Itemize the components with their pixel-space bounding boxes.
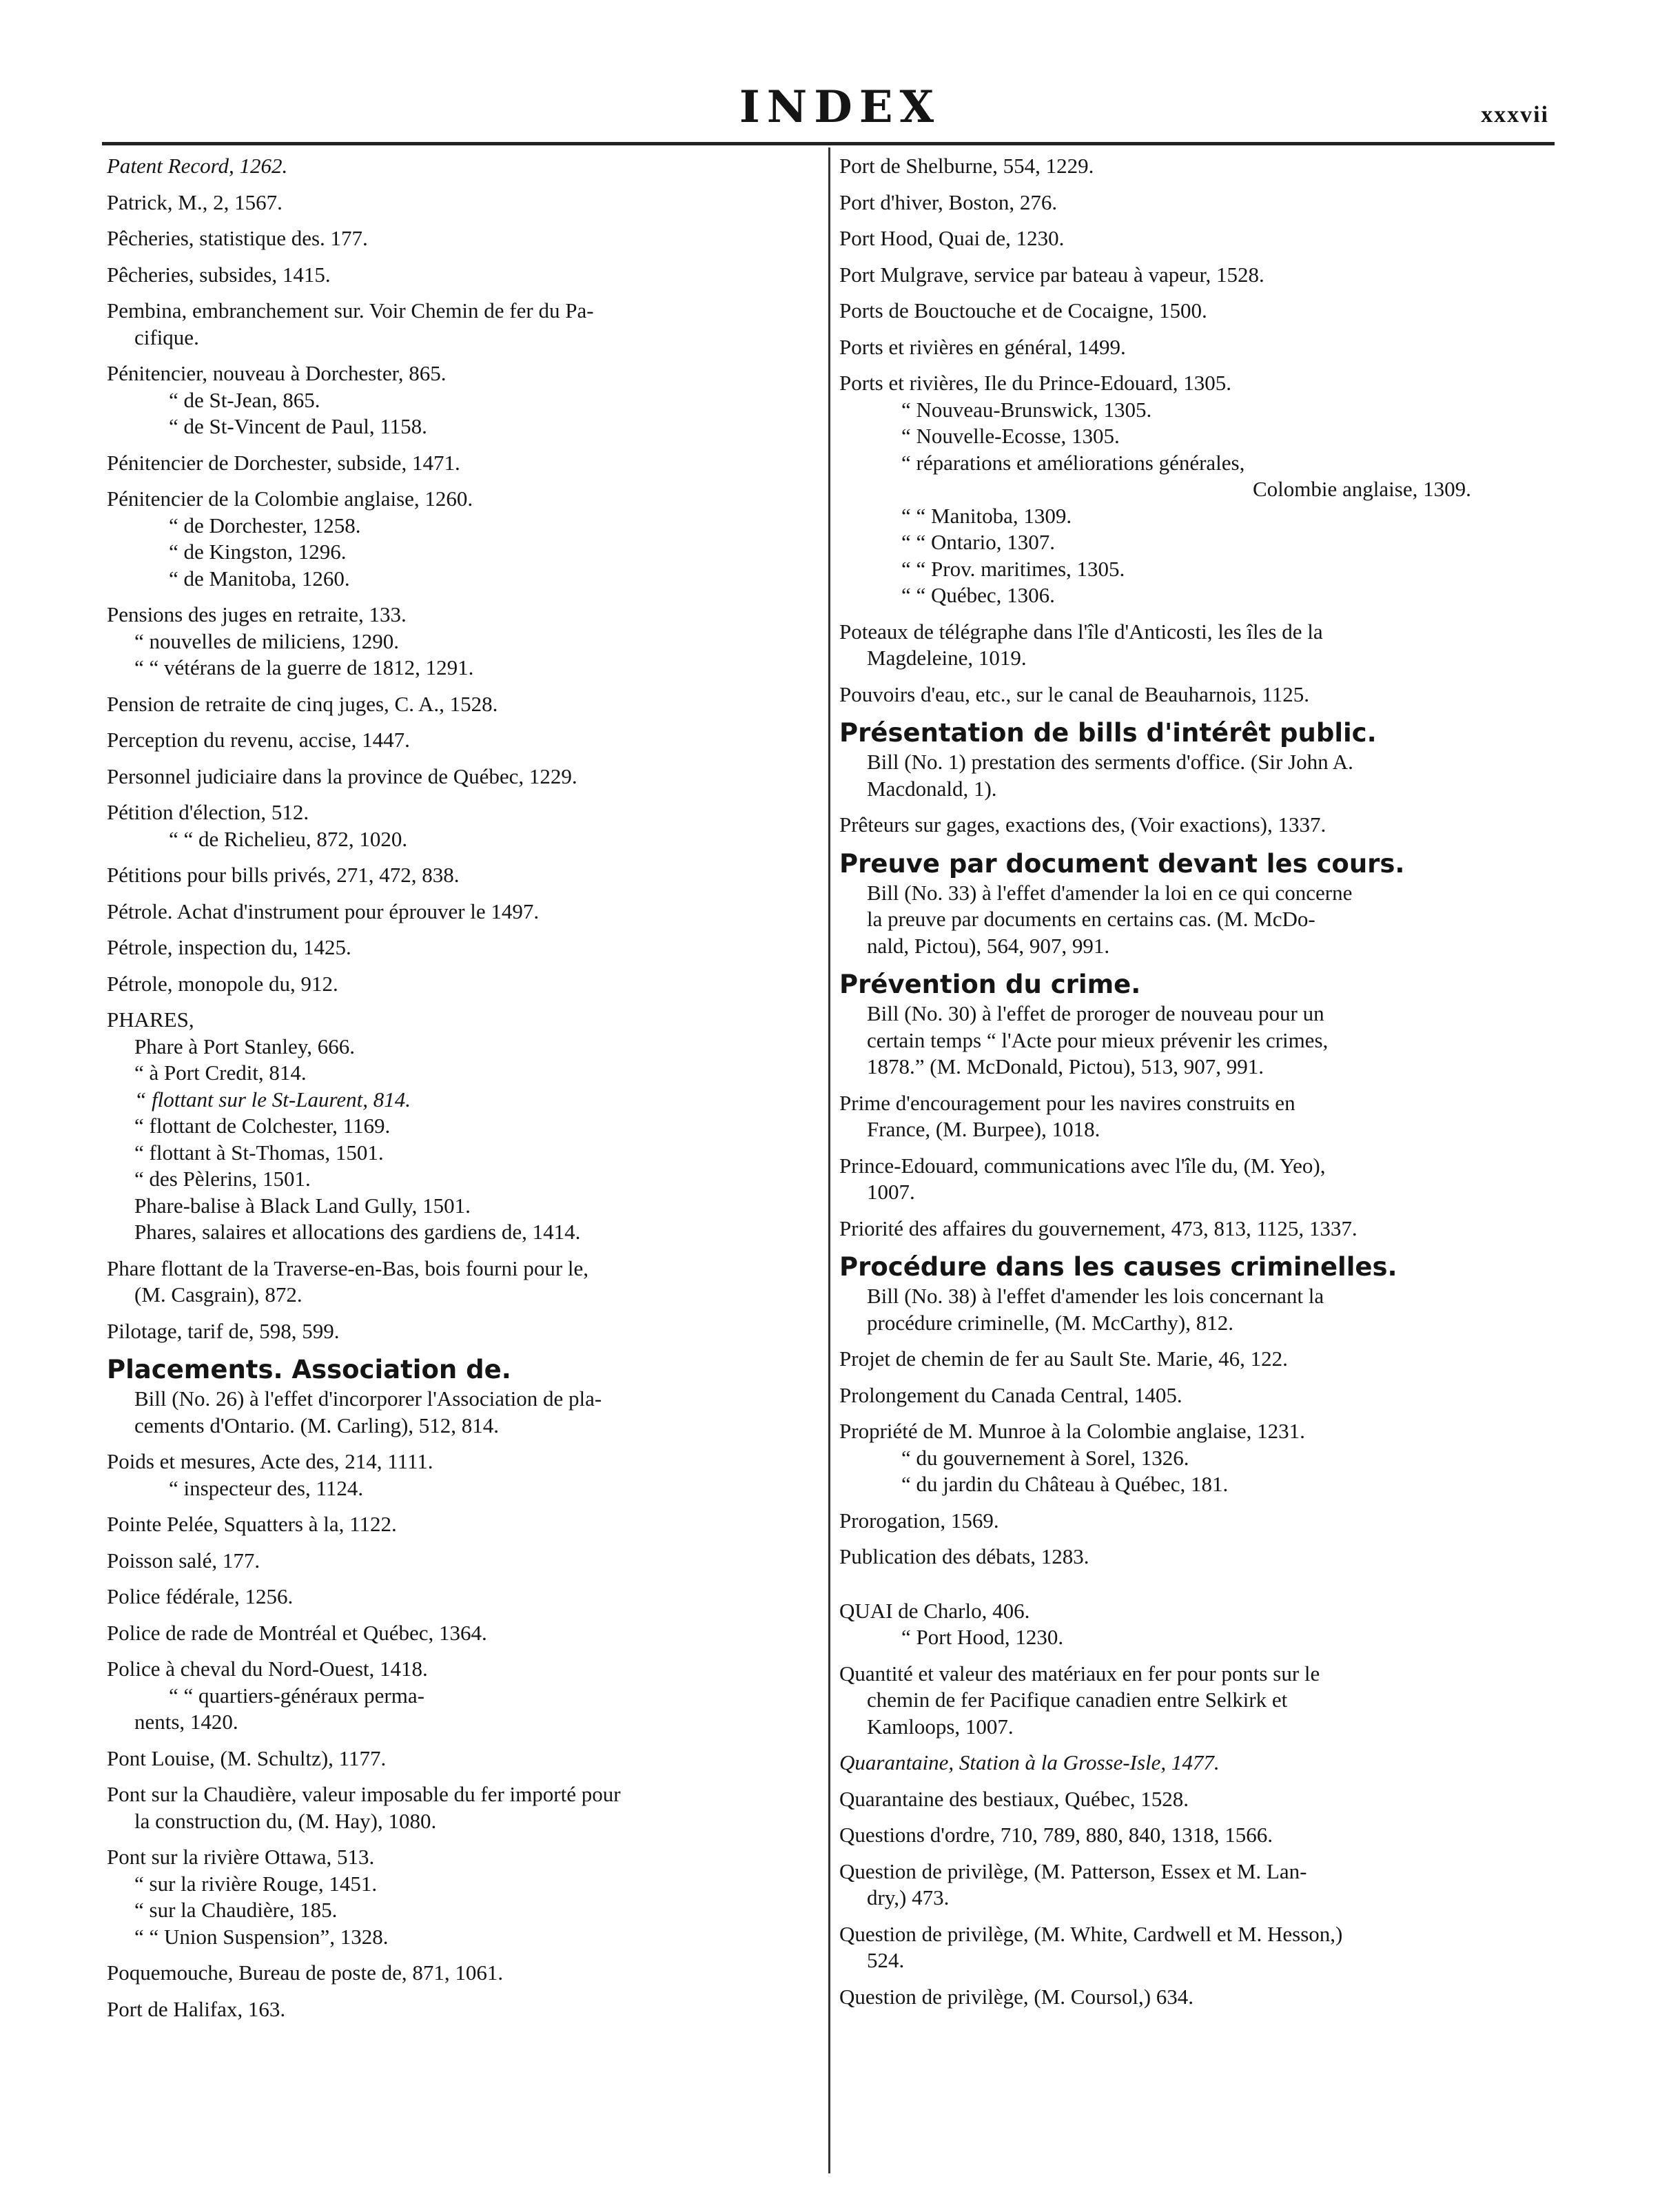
entry-line: chemin de fer Pacifique canadien entre Selkirk et	[867, 1688, 1288, 1712]
index-entry	[839, 1508, 1553, 1535]
index-entry	[107, 934, 823, 961]
entry-line: Pont sur la Chaudière, valeur imposable du fer importé pour	[107, 1782, 621, 1806]
index-entry	[107, 602, 823, 682]
index-entry	[839, 1984, 1553, 2011]
index-entry	[107, 1007, 823, 1246]
index-entry	[839, 717, 1553, 802]
index-entry	[839, 1661, 1553, 1741]
entry-line: 1007.	[867, 1180, 915, 1204]
entry-line: Bill (No. 1) prestation des serments d'office. (Sir John A.	[867, 750, 1353, 774]
entry-line: “ “ Ontario, 1307.	[901, 530, 1055, 554]
index-entry	[839, 1921, 1553, 1974]
index-entry	[107, 262, 823, 289]
index-entry	[839, 1822, 1553, 1849]
entry-line: Pilotage, tarif de, 598, 599.	[107, 1318, 340, 1343]
entry-line: 524.	[867, 1948, 905, 1972]
index-entry	[107, 799, 823, 852]
section-heading: Placements. Association de.	[107, 1355, 511, 1384]
index-entry	[107, 1448, 823, 1502]
entry-line: “ Port Hood, 1230.	[901, 1625, 1064, 1649]
index-entry	[107, 1620, 823, 1647]
entry-line: Phare-balise à Black Land Gully, 1501.	[134, 1193, 471, 1218]
entry-line: Pembina, embranchement sur. Voir Chemin de fer du Pa-	[107, 298, 594, 322]
entry-line: Publication des débats, 1283.	[839, 1544, 1089, 1568]
entry-line: “ “ de Richelieu, 872, 1020.	[169, 826, 408, 851]
index-entry	[107, 764, 823, 790]
section-heading: Présentation de bills d'intérêt public.	[839, 718, 1377, 748]
index-entry	[107, 1960, 823, 1987]
entry-line: Pointe Pelée, Squatters à la, 1122.	[107, 1512, 397, 1536]
entry-line: Magdeleine, 1019.	[867, 646, 1027, 670]
entry-line: Prorogation, 1569.	[839, 1508, 999, 1533]
entry-line: Bill (No. 30) à l'effet de proroger de nouveau pour un	[867, 1001, 1324, 1025]
page-number: xxxvii	[1481, 102, 1549, 127]
entry-line: Pétrole, monopole du, 912.	[107, 971, 338, 996]
index-entry	[107, 1584, 823, 1610]
index-entry	[107, 862, 823, 889]
entry-line: Bill (No. 33) à l'effet d'amender la loi en ce qui concerne	[867, 880, 1353, 905]
index-entry	[107, 153, 823, 180]
index-entry	[839, 1382, 1553, 1409]
index-entry	[839, 1598, 1553, 1651]
entry-line: Phare à Port Stanley, 666.	[134, 1034, 355, 1058]
entry-line: Projet de chemin de fer au Sault Ste. Marie, 46, 122.	[839, 1346, 1288, 1371]
entry-line: Pêcheries, statistique des. 177.	[107, 226, 368, 250]
index-entry	[839, 370, 1553, 609]
section-heading: Procédure dans les causes criminelles.	[839, 1252, 1397, 1282]
entry-line: Pénitencier de Dorchester, subside, 1471.	[107, 450, 460, 475]
entry-line: Bill (No. 26) à l'effet d'incorporer l'Association de pla-	[134, 1386, 602, 1411]
entry-line: Poisson salé, 177.	[107, 1548, 260, 1573]
index-entry	[839, 262, 1553, 289]
entry-line: certain temps “ l'Acte pour mieux prévenir les crimes,	[867, 1027, 1329, 1052]
entry-line: Perception du revenu, accise, 1447.	[107, 728, 410, 752]
right-column	[839, 153, 1553, 2020]
index-entry	[839, 153, 1553, 180]
entry-line: Port d'hiver, Boston, 276.	[839, 190, 1058, 214]
entry-line: (M. Casgrain), 872.	[134, 1282, 303, 1307]
entry-line: Poquemouche, Bureau de poste de, 871, 1061.	[107, 1960, 504, 1985]
entry-line: “ inspecteur des, 1124.	[169, 1475, 364, 1500]
index-entry	[107, 899, 823, 925]
entry-line: Patrick, M., 2, 1567.	[107, 190, 283, 214]
entry-line: Macdonald, 1).	[867, 776, 997, 801]
index-entry	[839, 812, 1553, 839]
column-divider	[828, 147, 830, 2173]
index-entry	[839, 1544, 1553, 1570]
entry-line: “ nouvelles de miliciens, 1290.	[134, 628, 399, 653]
entry-line: QUAI de Charlo, 406.	[839, 1598, 1030, 1623]
entry-line: “ “ Prov. maritimes, 1305.	[901, 556, 1125, 581]
index-entry	[839, 1153, 1553, 1206]
entry-line: “ “ Union Suspension”, 1328.	[134, 1924, 389, 1949]
entry-line: Questions d'ordre, 710, 789, 880, 840, 1318, 1566.	[839, 1823, 1273, 1847]
index-entry	[839, 334, 1553, 361]
entry-line: Prolongement du Canada Central, 1405.	[839, 1382, 1182, 1407]
index-entry	[107, 1844, 823, 1950]
entry-line: Patent Record, 1262.	[107, 154, 288, 178]
index-entry	[839, 1251, 1553, 1336]
entry-line: Question de privilège, (M. Patterson, Essex et M. Lan-	[839, 1858, 1307, 1883]
index-entry	[839, 1786, 1553, 1813]
index-entry	[839, 969, 1553, 1081]
entry-line: cements d'Ontario. (M. Carling), 512, 814.	[134, 1413, 500, 1437]
entry-line: Quarantaine, Station à la Grosse-Isle, 1477.	[839, 1750, 1220, 1774]
entry-line: Prince-Edouard, communications avec l'île du, (M. Yeo),	[839, 1153, 1326, 1178]
entry-line: “ flottant à St-Thomas, 1501.	[134, 1140, 384, 1165]
entry-line: Personnel judiciaire dans la province de Québec, 1229.	[107, 764, 577, 788]
entry-line: Pêcheries, subsides, 1415.	[107, 262, 331, 287]
entry-line: “ à Port Credit, 814.	[134, 1061, 307, 1085]
index-entry	[107, 486, 823, 592]
index-entry	[839, 848, 1553, 960]
index-entry	[839, 298, 1553, 325]
header-rule	[102, 142, 1555, 145]
entry-line: dry,) 473.	[867, 1885, 950, 1909]
entry-line: Prêteurs sur gages, exactions des, (Voir exactions), 1337.	[839, 812, 1326, 837]
section-heading: Prévention du crime.	[839, 970, 1141, 999]
entry-line: Pétrole. Achat d'instrument pour éprouver le 1497.	[107, 899, 540, 923]
entry-line: Police fédérale, 1256.	[107, 1584, 294, 1608]
entry-line: Phares, salaires et allocations des gardiens de, 1414.	[134, 1220, 581, 1244]
entry-line: Question de privilège, (M. White, Cardwell et M. Hesson,)	[839, 1921, 1343, 1946]
index-entry	[107, 190, 823, 216]
entry-line: la preuve par documents en certains cas. (M. McDo-	[867, 907, 1315, 931]
entry-line: “ “ quartiers-généraux perma-	[169, 1683, 424, 1708]
entry-line: “ flottant sur le St-Laurent, 814.	[134, 1087, 411, 1112]
index-entry	[839, 619, 1553, 672]
index-entry	[839, 1216, 1553, 1242]
entry-line: cifique.	[134, 325, 199, 349]
entry-line: Pensions des juges en retraite, 133.	[107, 602, 407, 626]
index-entry	[839, 1346, 1553, 1373]
entry-line: Priorité des affaires du gouvernement, 473, 813, 1125, 1337.	[839, 1216, 1358, 1240]
entry-line: nald, Pictou), 564, 907, 991.	[867, 933, 1110, 958]
entry-line: Prime d'encouragement pour les navires construits en	[839, 1090, 1295, 1115]
index-entry	[839, 225, 1553, 252]
entry-line: procédure criminelle, (M. McCarthy), 812.	[867, 1310, 1233, 1335]
index-entry	[107, 1256, 823, 1309]
index-entry	[839, 1858, 1553, 1912]
index-entry	[107, 1354, 823, 1439]
entry-line: “ de Kingston, 1296.	[169, 540, 347, 564]
index-entry	[107, 1996, 823, 2023]
entry-line: Pétitions pour bills privés, 271, 472, 838.	[107, 863, 460, 887]
entry-line: France, (M. Burpee), 1018.	[867, 1117, 1100, 1141]
entry-line: Poteaux de télégraphe dans l'île d'Anticosti, les îles de la	[839, 619, 1323, 644]
entry-line: “ du gouvernement à Sorel, 1326.	[901, 1445, 1189, 1470]
entry-line: Police de rade de Montréal et Québec, 1364.	[107, 1620, 487, 1645]
entry-line: Port Hood, Quai de, 1230.	[839, 226, 1065, 250]
entry-line: “ “ Manitoba, 1309.	[901, 503, 1072, 528]
entry-line: “ Nouvelle-Ecosse, 1305.	[901, 424, 1120, 448]
entry-line: Ports et rivières, Ile du Prince-Edouard, 1305.	[839, 371, 1232, 395]
entry-line: Pont sur la rivière Ottawa, 513.	[107, 1845, 375, 1869]
entry-line: “ “ vétérans de la guerre de 1812, 1291.	[134, 655, 474, 679]
entry-line: “ de St-Vincent de Paul, 1158.	[169, 414, 427, 438]
entry-line: Port de Shelburne, 554, 1229.	[839, 154, 1094, 178]
section-heading: Preuve par document devant les cours.	[839, 848, 1405, 879]
entry-line: “ “ Québec, 1306.	[901, 583, 1055, 607]
entry-line: nents, 1420.	[134, 1710, 238, 1734]
entry-line: Port Mulgrave, service par bateau à vapeur, 1528.	[839, 262, 1264, 287]
index-entry	[107, 225, 823, 252]
index-entry	[107, 1511, 823, 1538]
entry-line: Ports et rivières en général, 1499.	[839, 334, 1126, 359]
entry-line: Poids et mesures, Acte des, 214, 1111.	[107, 1449, 433, 1473]
entry-line: “ de Dorchester, 1258.	[169, 513, 361, 537]
index-entry	[107, 298, 823, 351]
entry-line: “ réparations et améliorations générales,	[901, 450, 1245, 475]
entry-line: “ des Pèlerins, 1501.	[134, 1167, 311, 1191]
entry-line: Pénitencier, nouveau à Dorchester, 865.	[107, 361, 447, 385]
index-entry	[107, 971, 823, 998]
entry-line: Police à cheval du Nord-Ouest, 1418.	[107, 1657, 428, 1681]
index-entry	[839, 1418, 1553, 1498]
index-entry	[107, 1781, 823, 1834]
index-entry	[107, 1548, 823, 1575]
entry-line: “ flottant de Colchester, 1169.	[134, 1114, 391, 1138]
entry-line: Pétrole, inspection du, 1425.	[107, 935, 351, 959]
entry-line: 1878.” (M. McDonald, Pictou), 513, 907, 991.	[867, 1054, 1264, 1078]
entry-line: Pension de retraite de cinq juges, C. A., 1528.	[107, 691, 498, 716]
index-entry	[107, 450, 823, 477]
entry-line: “ de Manitoba, 1260.	[169, 566, 350, 591]
index-entry	[839, 190, 1553, 216]
entry-line: Ports de Bouctouche et de Cocaigne, 1500.	[839, 298, 1207, 322]
index-entry	[839, 1750, 1553, 1776]
index-entry	[107, 1318, 823, 1345]
entry-line: Pénitencier de la Colombie anglaise, 1260.	[107, 487, 473, 511]
entry-line: la construction du, (M. Hay), 1080.	[134, 1808, 437, 1833]
entry-line: Colombie anglaise, 1309.	[1253, 477, 1471, 501]
entry-line: Propriété de M. Munroe à la Colombie anglaise, 1231.	[839, 1419, 1305, 1443]
index-entry	[107, 1745, 823, 1772]
left-column	[107, 153, 823, 2032]
entry-line: Port de Halifax, 163.	[107, 1996, 286, 2021]
entry-line: “ sur la rivière Rouge, 1451.	[134, 1871, 378, 1896]
entry-line: “ sur la Chaudière, 185.	[134, 1898, 338, 1922]
index-entry	[839, 1090, 1553, 1143]
entry-line: Kamloops, 1007.	[867, 1714, 1014, 1739]
index-entry	[107, 1656, 823, 1736]
entry-line: Question de privilège, (M. Coursol,) 634.	[839, 1984, 1194, 2009]
entry-line: Quantité et valeur des matériaux en fer pour ponts sur le	[839, 1661, 1320, 1686]
entry-line: Bill (No. 38) à l'effet d'amender les lois concernant la	[867, 1284, 1324, 1308]
index-entry	[839, 682, 1553, 708]
entry-line: Pont Louise, (M. Schultz), 1177.	[107, 1745, 387, 1770]
index-entry	[107, 691, 823, 718]
entry-line: “ Nouveau-Brunswick, 1305.	[901, 397, 1152, 422]
entry-line: Pouvoirs d'eau, etc., sur le canal de Beauharnois, 1125.	[839, 682, 1309, 706]
entry-line: Phare flottant de la Traverse-en-Bas, bois fourni pour le,	[107, 1256, 589, 1280]
entry-line: PHARES,	[107, 1007, 194, 1032]
index-entry	[107, 360, 823, 440]
entry-line: Pétition d'élection, 512.	[107, 800, 309, 824]
page-title: INDEX	[739, 81, 941, 133]
entry-line: “ du jardin du Château à Québec, 181.	[901, 1472, 1229, 1496]
entry-line: Quarantaine des bestiaux, Québec, 1528.	[839, 1786, 1189, 1811]
index-entry	[107, 727, 823, 754]
entry-line: “ de St-Jean, 865.	[169, 387, 320, 412]
